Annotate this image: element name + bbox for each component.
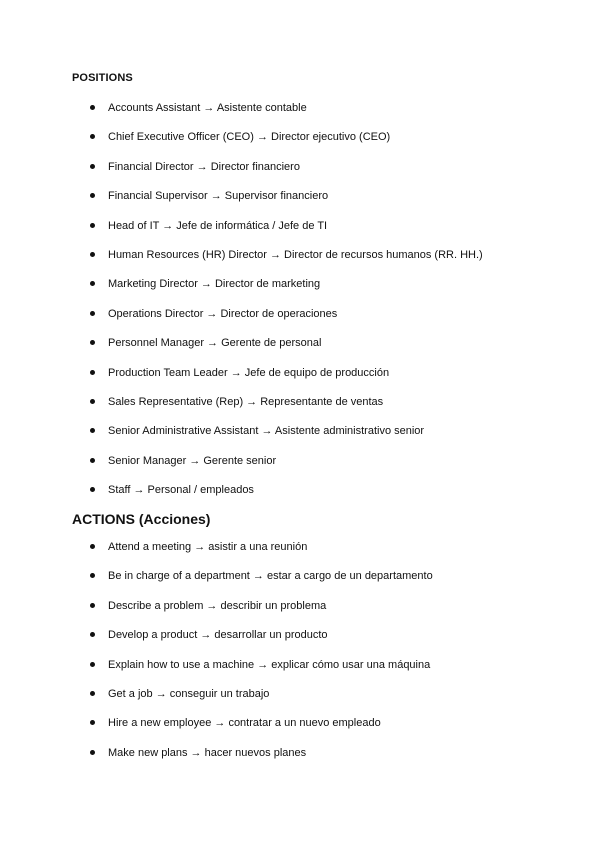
list-item [0,627,433,656]
list-item-text: Hire a new employee → contratar a un nuevo empleado [108,717,381,730]
list-item [0,715,433,744]
list-item-text: Marketing Director → Director de marketing [108,278,321,291]
list-item [0,365,483,394]
list-item-text: Get a job → conseguir un trabajo [108,687,270,700]
bullet-icon [90,164,95,169]
list-item [0,276,483,305]
bullet-icon [90,105,95,110]
bullet-icon [90,340,95,345]
bullet-icon [90,750,95,755]
bullet-icon [90,632,95,637]
bullet-icon [90,720,95,725]
bullet-icon [90,223,95,228]
list-item [0,686,433,715]
list-item-text: Operations Director → Director de operaciones [108,307,338,320]
list-item-text: Financial Director → Director financiero [108,160,300,173]
list-item-text: Accounts Assistant → Asistente contable [108,102,307,114]
bullet-icon [90,662,95,667]
list-item-text: Staff → Personal / empleados [108,484,254,497]
bullet-icon [90,281,95,286]
list-item [0,335,483,364]
list-item [0,482,483,511]
list-item-text: Head of IT → Jefe de informática / Jefe de TI [108,219,328,232]
list-item [0,188,483,217]
list-item [0,423,483,452]
bullet-icon [90,193,95,198]
list-item [0,218,483,247]
list-item-text: Production Team Leader → Jefe de equipo de producción [108,366,390,379]
positions-heading: POSITIONS [72,72,133,84]
list-item [0,159,483,188]
list-item [0,394,483,423]
list-item-text: Attend a meeting → asistir a una reunión [108,541,308,553]
list-item-text: Chief Executive Officer (CEO) → Director ejecutivo (CEO) [108,131,391,144]
bullet-icon [90,458,95,463]
bullet-icon [90,544,95,549]
list-item [0,598,433,627]
bullet-icon [90,428,95,433]
positions-list [0,100,483,511]
list-item [0,568,433,597]
list-item [0,453,483,482]
list-item-text: Senior Manager → Gerente senior [108,454,277,467]
bullet-icon [90,399,95,404]
list-item [0,100,483,129]
list-item [0,306,483,335]
list-item-text: Personnel Manager → Gerente de personal [108,337,322,350]
list-item-text: Senior Administrative Assistant → Asistente administrativo senior [108,425,425,438]
list-item-text: Financial Supervisor → Supervisor financiero [108,190,329,203]
list-item [0,247,483,276]
list-item [0,657,433,686]
bullet-icon [90,573,95,578]
list-item-text: Develop a product → desarrollar un producto [108,629,328,642]
bullet-icon [90,134,95,139]
list-item-text: Describe a problem → describir un problema [108,599,327,612]
bullet-icon [90,370,95,375]
list-item [0,539,433,568]
bullet-icon [90,603,95,608]
actions-heading: ACTIONS (Acciones) [72,511,211,527]
actions-list [0,539,433,774]
list-item-text: Make new plans → hacer nuevos planes [108,746,307,759]
list-item-text: Sales Representative (Rep) → Representante de ventas [108,395,384,408]
bullet-icon [90,487,95,492]
bullet-icon [90,252,95,257]
bullet-icon [90,311,95,316]
list-item-text: Human Resources (HR) Director → Director de recursos humanos (RR. HH.) [108,248,483,261]
bullet-icon [90,691,95,696]
list-item [0,745,433,774]
list-item-text: Be in charge of a department → estar a cargo de un departamento [108,570,433,583]
list-item-text: Explain how to use a machine → explicar cómo usar una máquina [108,658,431,671]
list-item [0,129,483,158]
